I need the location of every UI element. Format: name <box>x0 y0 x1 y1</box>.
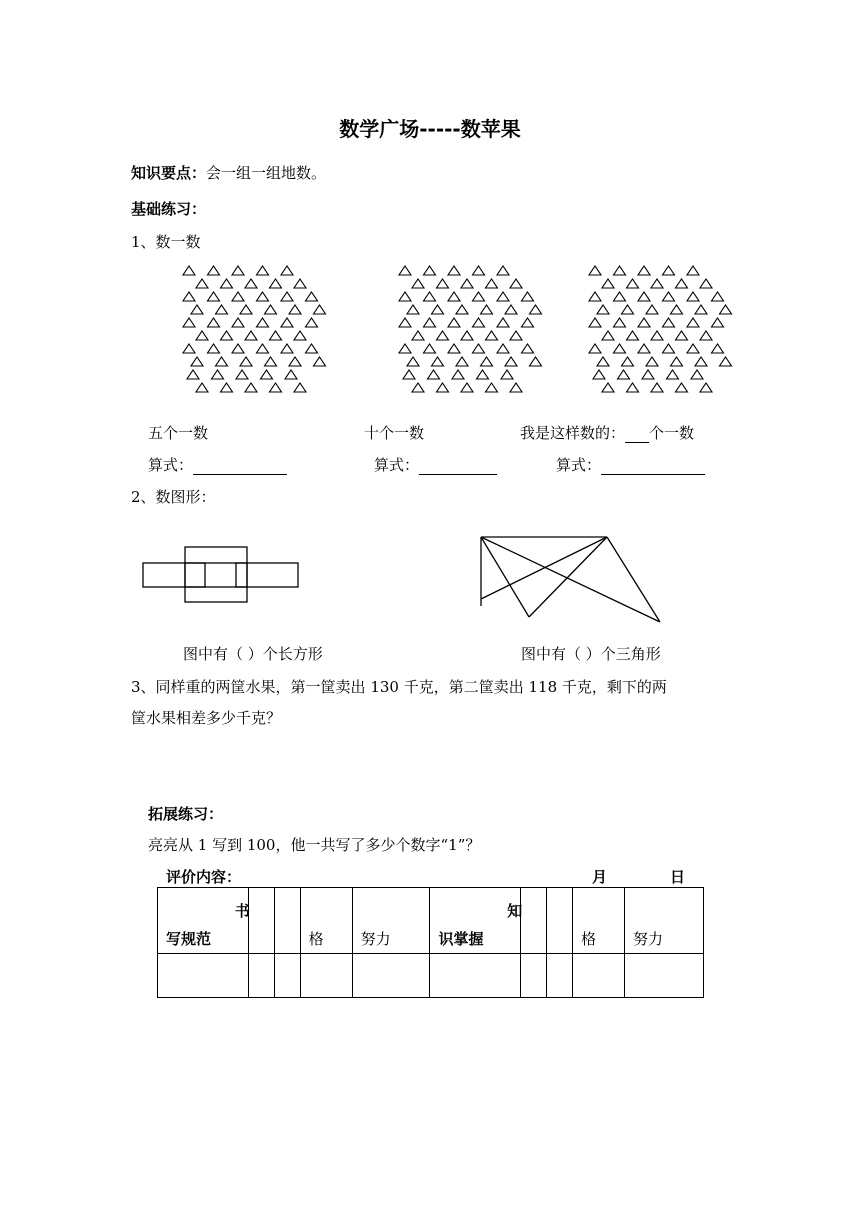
header-blank-3 <box>521 888 547 954</box>
eval-cell[interactable] <box>521 954 547 998</box>
header-nuli-1: 努力 <box>352 888 430 954</box>
evaluation-body-row <box>158 954 704 998</box>
caption-custom-suffix: 个一数 <box>649 424 695 442</box>
q3-line1: 3、同样重的两筐水果，第一筐卖出 130 千克，第二筐卖出 118 千克，剩下的两 <box>131 678 667 696</box>
header-blank-2 <box>274 888 300 954</box>
caption-custom-prefix: 我是这样数的： <box>520 424 626 442</box>
extend-heading: 拓展练习： <box>148 805 224 823</box>
evaluation-month: 月 <box>592 868 608 886</box>
evaluation-label: 评价内容： <box>166 868 242 886</box>
header-writing: 书 写规范 <box>158 888 249 954</box>
header-blank-4 <box>547 888 573 954</box>
eval-cell[interactable] <box>573 954 625 998</box>
eval-cell[interactable] <box>352 954 430 998</box>
formula-label: 算式： <box>556 456 602 474</box>
eval-cell[interactable] <box>274 954 300 998</box>
header-nuli-2: 努力 <box>625 888 704 954</box>
header-blank-1 <box>248 888 274 954</box>
caption-ten: 十个一数 <box>364 424 425 442</box>
q1-label: 1、数一数 <box>131 233 201 251</box>
caption-five: 五个一数 <box>148 424 209 442</box>
eval-cell[interactable] <box>248 954 274 998</box>
page-title: 数学广场-----数苹果 <box>339 117 521 141</box>
eval-cell[interactable] <box>430 954 521 998</box>
q2-label: 2、数图形： <box>131 488 216 506</box>
knowledge-text: 会一组一组地数。 <box>206 164 327 182</box>
evaluation-day: 日 <box>670 868 686 886</box>
caption-triangles: 图中有（ ）个三角形 <box>521 645 661 663</box>
eval-cell[interactable] <box>547 954 573 998</box>
header-knowledge: 知 识掌握 <box>430 888 521 954</box>
basic-practice-heading: 基础练习： <box>131 200 207 218</box>
formula-label: 算式： <box>374 456 420 474</box>
formula-label: 算式： <box>148 456 194 474</box>
header-ge-2: 格 <box>573 888 625 954</box>
q3-line2: 筐水果相差多少千克？ <box>131 709 282 727</box>
evaluation-header-row <box>158 888 704 954</box>
caption-rectangles: 图中有（ ）个长方形 <box>183 645 323 663</box>
eval-cell[interactable] <box>625 954 704 998</box>
eval-cell[interactable] <box>158 954 249 998</box>
knowledge-label: 知识要点： <box>131 164 207 182</box>
eval-cell[interactable] <box>300 954 352 998</box>
extend-question: 亮亮从 1 写到 100，他一共写了多少个数字“1”？ <box>148 836 481 854</box>
header-ge-1: 格 <box>300 888 352 954</box>
evaluation-table <box>157 887 704 998</box>
